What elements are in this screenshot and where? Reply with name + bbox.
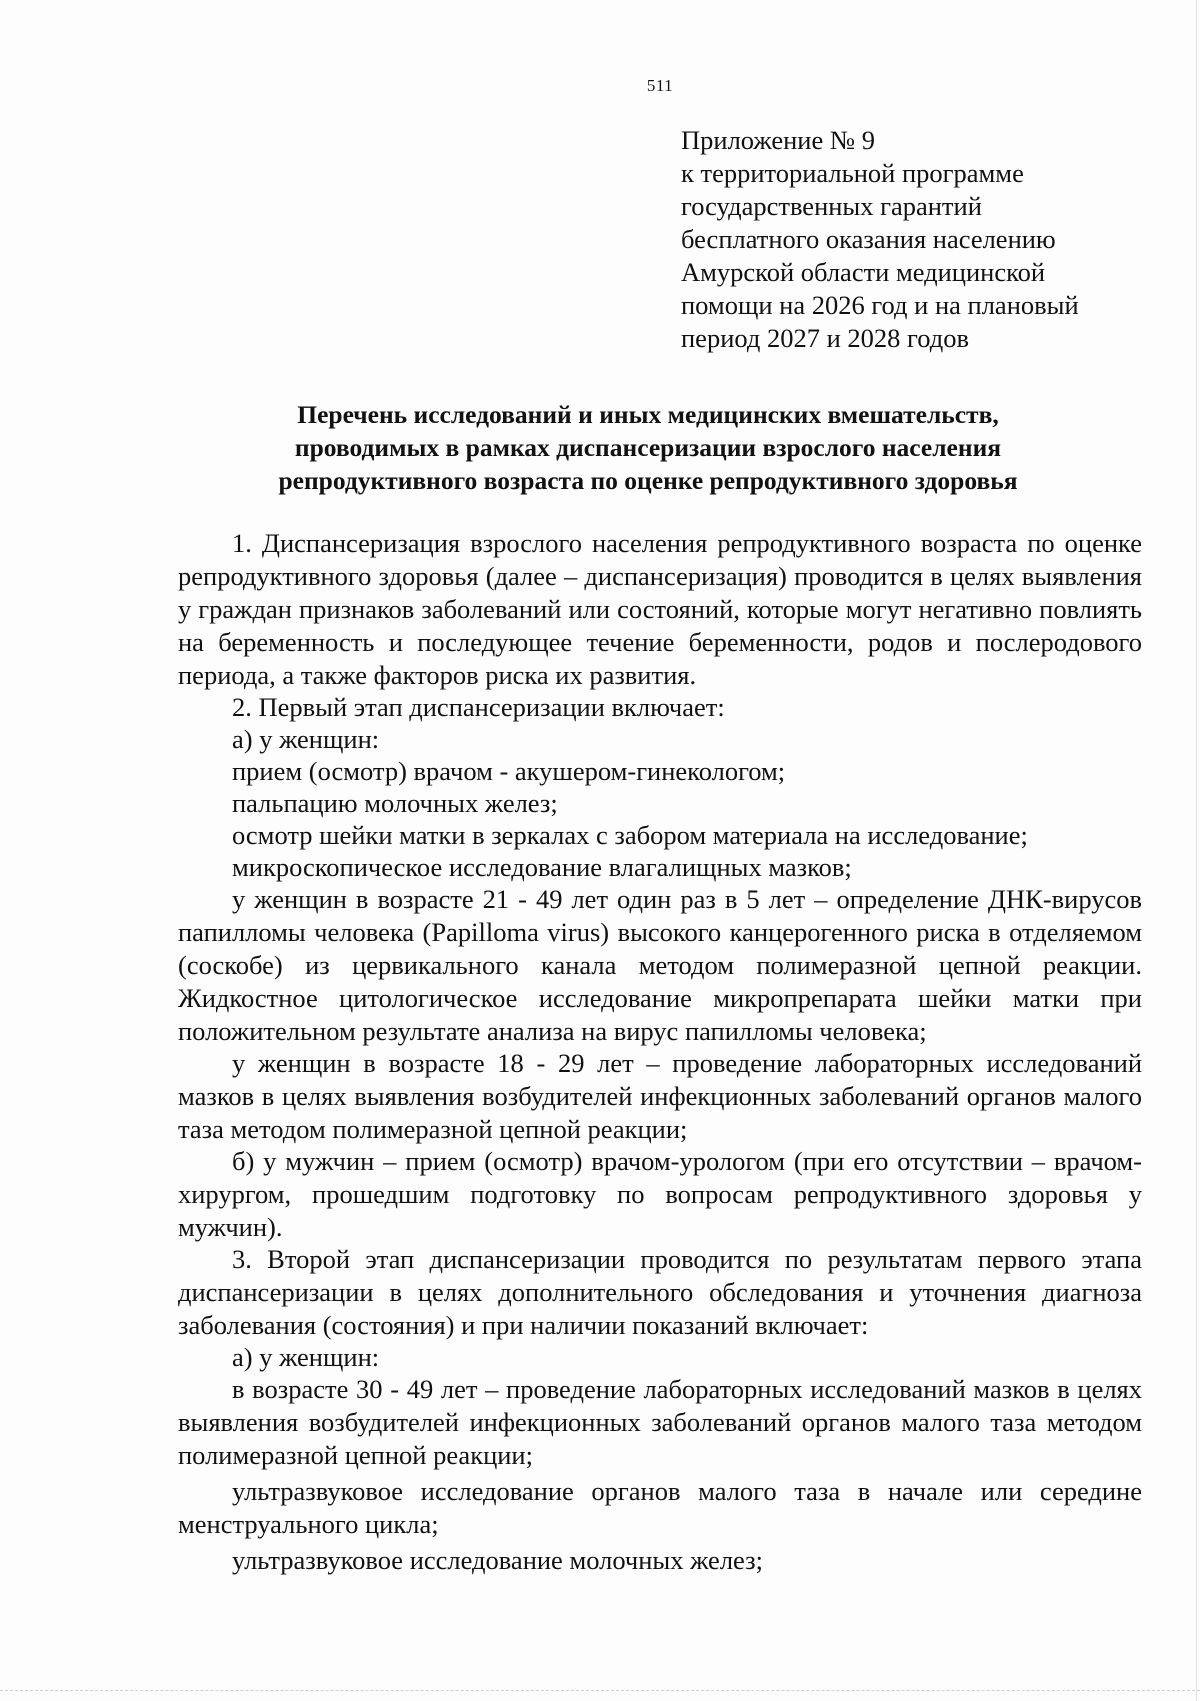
- list-item: осмотр шейки матки в зеркалах с забором материала на исследование;: [232, 820, 1028, 850]
- list-item: ультразвуковое исследование органов малого таза в начале или середине менструального цикла;: [178, 1476, 1142, 1539]
- appendix-line: к территориальной программе: [681, 158, 1024, 188]
- appendix-line: период 2027 и 2028 годов: [681, 323, 969, 353]
- paragraph-3: 3. Второй этап диспансеризации проводится по результатам первого этапа диспансеризации в целях дополнительного обследования и уточнения диагноза заболевания (состояния) и при наличии показаний включает:: [178, 1244, 1142, 1340]
- paragraph-1: 1. Диспансеризация взрослого населения репродуктивного возраста по оценке репродуктивного здоровья (далее – диспансеризация) проводится в целях выявления у граждан признаков заболеваний или состояний, которые могут негативно повлиять на беременность и последующее течение беременности, родов и послеродового периода, а также факторов риска их развития.: [178, 528, 1142, 690]
- paragraph-3a: а) у женщин:: [232, 1342, 380, 1372]
- list-item: прием (осмотр) врачом - акушером-гинекологом;: [232, 756, 786, 786]
- list-item: в возрасте 30 - 49 лет – проведение лабораторных исследований мазков в целях выявления возбудителей инфекционных заболеваний органов малого таза методом полимеразной цепной реакции;: [178, 1374, 1142, 1470]
- document-title: [178, 398, 1118, 497]
- appendix-line: государственных гарантий: [681, 191, 982, 221]
- scan-edge-line: [0, 1690, 1200, 1693]
- list-item: у женщин в возрасте 18 - 29 лет – проведение лабораторных исследований мазков в целях выявления возбудителей инфекционных заболеваний органов малого таза методом полимеразной цепной реакции;: [178, 1048, 1142, 1144]
- page-number: 511: [646, 76, 674, 95]
- list-item: микроскопическое исследование влагалищных мазков;: [232, 852, 852, 882]
- appendix-line: помощи на 2026 год и на плановый: [681, 290, 1079, 320]
- paragraph-2b: б) у мужчин – прием (осмотр) врачом-урологом (при его отсутствии – врачом-хирургом, прошедшим подготовку по вопросам репродуктивного здоровья у мужчин).: [178, 1146, 1142, 1242]
- list-item: у женщин в возрасте 21 - 49 лет один раз в 5 лет – определение ДНК-вирусов папилломы человека (Papilloma virus) высокого канцерогенного риска в отделяемом (соскобе) из цервикального канала методом полимеразной цепной реакции. Жидкостное цитологическое исследование микропрепарата шейки матки при положительном результате анализа на вирус папилломы человека;: [178, 884, 1142, 1046]
- list-item: ультразвуковое исследование молочных желез;: [232, 1545, 763, 1575]
- appendix-line: Амурской области медицинской: [681, 257, 1046, 287]
- document-body: [178, 527, 1142, 1577]
- title-line: проводимых в рамках диспансеризации взрослого населения: [294, 433, 1002, 462]
- paragraph-2a: а) у женщин:: [232, 724, 380, 754]
- list-item: пальпацию молочных желез;: [232, 788, 558, 818]
- appendix-line: бесплатного оказания населению: [681, 224, 1056, 254]
- paragraph-2: 2. Первый этап диспансеризации включает:: [232, 692, 725, 722]
- appendix-block: [681, 124, 1151, 355]
- scan-right-edge: [1196, 0, 1197, 1701]
- title-line: Перечень исследований и иных медицинских вмешательств,: [297, 400, 999, 429]
- title-line: репродуктивного возраста по оценке репродуктивного здоровья: [278, 466, 1018, 495]
- appendix-line: Приложение № 9: [681, 125, 876, 155]
